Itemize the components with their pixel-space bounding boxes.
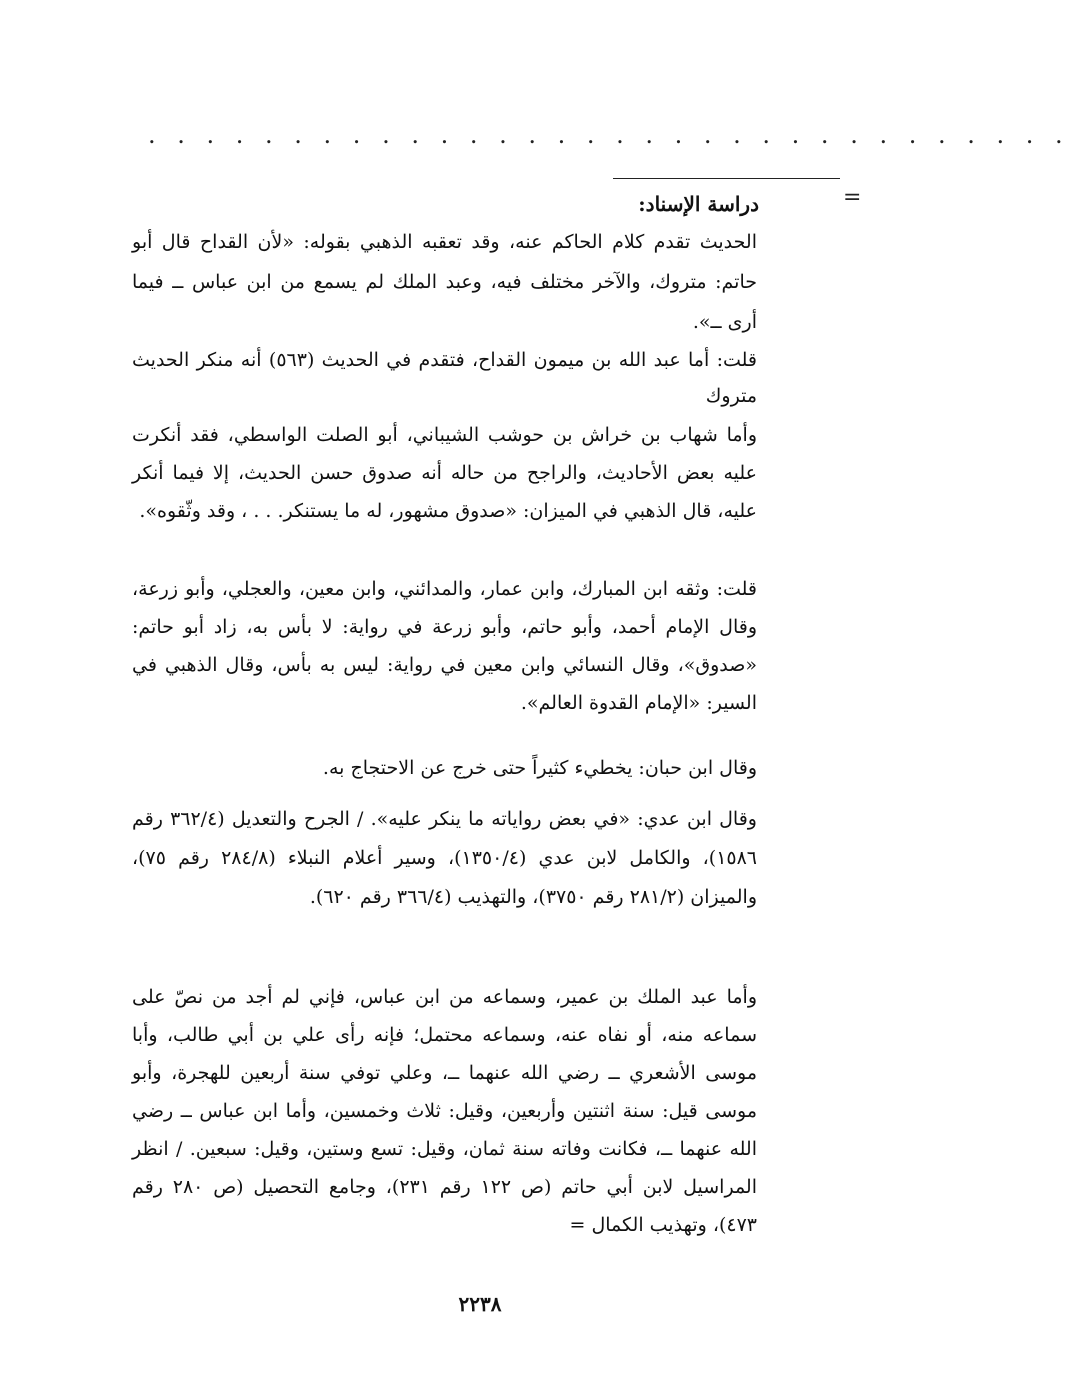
continuation-mark: =: [843, 185, 862, 210]
paragraph-narrator-grading: قلت: وثقه ابن المبارك، وابن عمار، والمدائني، وابن معين، والعجلي، وأبو زرعة، وقال الإمام أحمد، وأبو حاتم، وأبو زرعة في رواية: لا بأس به، زاد أبو حاتم: «صدوق»، وقال النسائي وابن معين في رواية: ليس به بأس، وقال الذهبي في السير: «الإمام القدوة العالم».: [132, 578, 757, 714]
paragraph-ibn-hibban: وقال ابن حبان: يخطيء كثيراً حتى خرج عن الاحتجاج به.: [322, 757, 757, 779]
paragraph-abdulmalik-ibn-umair: وأما عبد الملك بن عمير، وسماعه من ابن عباس، فإني لم أجد من نصّ على سماعه منه، أو نفاه عنه، وسماعه محتمل؛ فإنه رأى علي بن أبي طالب، وأبا موسى الأشعري ــ رضي الله عنهما ــ، وعلي توفي سنة أربعين للهجرة، وأبو موسى قيل: سنة اثنتين وأربعين، وقيل: ثلاث وخمسين، وأما ابن عباس ــ رضي الله عنهما ــ، فكانت وفاته سنة ثمان، وقيل: تسع وستين، وقيل: سبعين. / انظر المراسيل لابن أبي حاتم (ص ١٢٢ رقم ٢٣١)، وجامع التحصيل (ص ٢٨٠ رقم ٤٧٣)، وتهذيب الكمال =: [132, 986, 758, 1236]
paragraph-abdullah-qaddah: قلت: أما عبد الله بن ميمون القداح، فتقدم في الحديث (٥٦٣) أنه منكر الحديث متروك: [132, 349, 758, 407]
paragraph-hadith-commentary: الحديث تقدم كلام الحاكم عنه، وقد تعقبه الذهبي بقوله: «لأن القداح قال أبو حاتم: متروك، والآخر مختلف فيه، وعبد الملك لم يسمع من ابن عباس ــ فيما أرى ــ».: [132, 231, 757, 333]
paragraph-shihab-ibn-khirash: وأما شهاب بن خراش بن حوشب الشيباني، أبو الصلت الواسطي، فقد أنكرت عليه بعض الأحاديث، والراجح من حاله أنه صدوق حسن الحديث، إلا فيما أنكر عليه، قال الذهبي في الميزان: «صدوق مشهور، له ما يستنكر. . . ، وقد وثّقوه».: [132, 424, 757, 522]
header-dotted-separator: . . . . . . . . . . . . . . . . . . . . . . . . . . . . . . . .: [148, 121, 1070, 149]
page-number: ٢٢٣٨: [458, 1292, 502, 1316]
section-heading: دراسة الإسناد:: [638, 192, 759, 216]
paragraph-ibn-adi-references: وقال ابن عدي: «في بعض رواياته ما ينكر عليه». / الجرح والتعديل (٣٦٢/٤ رقم ١٥٨٦)، والكامل لابن عدي (١٣٥٠/٤)، وسير أعلام النبلاء (٢٨٤/٨ رقم ٧٥)، والميزان (٢٨١/٢ رقم ٣٧٥٠)، والتهذيب (٣٦٦/٤ رقم ٦٢٠).: [132, 808, 758, 908]
section-rule: [613, 178, 840, 179]
